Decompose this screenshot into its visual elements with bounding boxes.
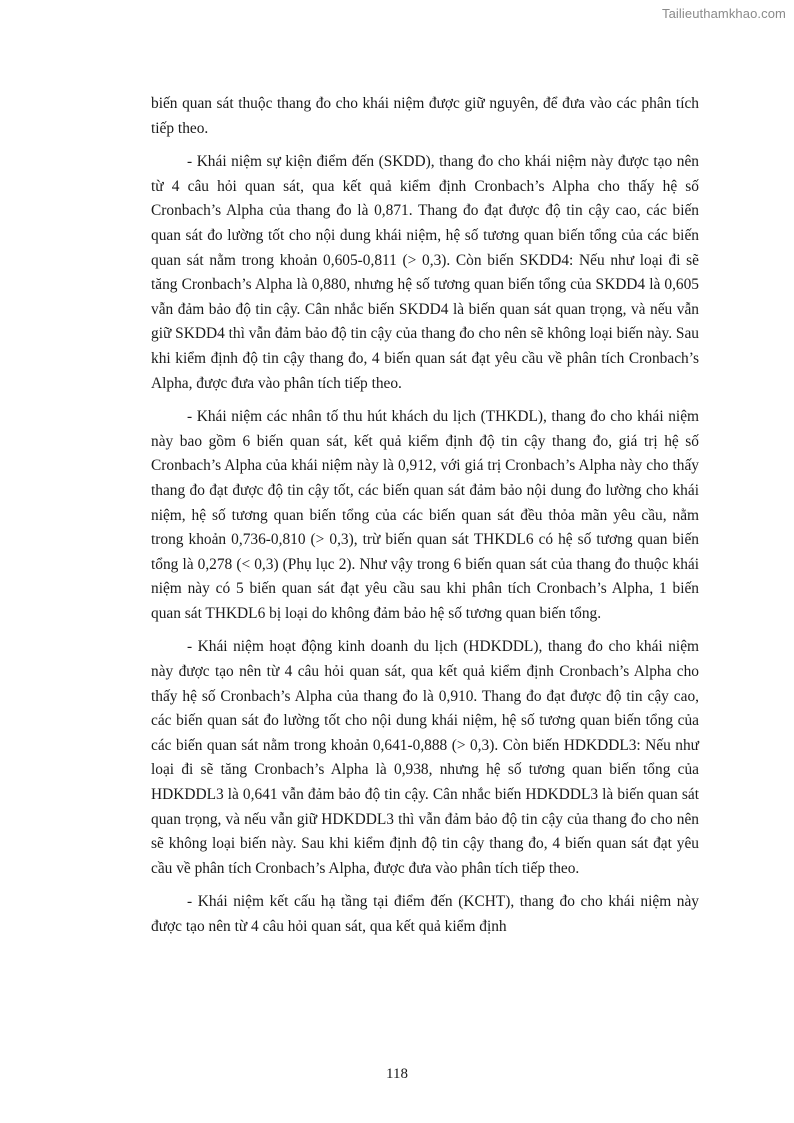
- paragraph-hdkddl: - Khái niệm hoạt động kinh doanh du lịch (HDKDDL), thang đo cho khái niệm này được tạo nên từ 4 câu hỏi quan sát, qua kết quả kiểm định Cronbach’s Alpha cho thấy hệ số Cronbach’s Alpha của thang đo là 0,910. Thang đo đạt được độ tin cậy cao, các biến quan sát đo lường tốt cho nội dung khái niệm, hệ số tương quan biến tổng của các biến quan sát nằm trong khoản 0,641-0,888 (> 0,3). Còn biến HDKDDL3: Nếu như loại đi sẽ tăng Cronbach’s Alpha là 0,938, nhưng hệ số tương quan biến tổng của HDKDDL3 là 0,641 vẫn đảm bảo độ tin cậy. Cân nhắc biến HDKDDL3 là biến quan sát quan trọng, và nếu vẫn giữ HDKDDL3 thì vẫn đảm bảo độ tin cậy của thang đo cho nên sẽ không loại biến này. Sau khi kiểm định độ tin cậy thang đo, 4 biến quan sát đạt yêu cầu về phân tích Cronbach’s Alpha, được đưa vào phân tích tiếp theo.: [151, 638, 699, 877]
- paragraph-skdd: - Khái niệm sự kiện điểm đến (SKDD), thang đo cho khái niệm này được tạo nên từ 4 câu hỏi quan sát, qua kết quả kiểm định Cronbach’s Alpha cho thấy hệ số Cronbach’s Alpha của thang đo là 0,871. Thang đo đạt được độ tin cậy cao, các biến quan sát đo lường tốt cho nội dung khái niệm, hệ số tương quan biến tổng của các biến quan sát nằm trong khoản 0,605-0,811 (> 0,3). Còn biến SKDD4: Nếu như loại đi sẽ tăng Cronbach’s Alpha là 0,880, nhưng hệ số tương quan biến tổng của SKDD4 là 0,605 vẫn đảm bảo độ tin cậy. Cân nhắc biến SKDD4 là biến quan sát quan trọng, và nếu vẫn giữ SKDD4 thì vẫn đảm bảo độ tin cậy của thang đo cho nên sẽ không loại biến này. Sau khi kiểm định độ tin cậy thang đo, 4 biến quan sát đạt yêu cầu về phân tích Cronbach’s Alpha, được đưa vào phân tích tiếp theo.: [151, 153, 699, 392]
- page-number: 118: [386, 1066, 408, 1082]
- paragraph-thkdl: - Khái niệm các nhân tố thu hút khách du lịch (THKDL), thang đo cho khái niệm này bao gồm 6 biến quan sát, kết quả kiểm định độ tin cậy thang đo, giá trị hệ số Cronbach’s Alpha của khái niệm này là 0,912, với giá trị Cronbach’s Alpha này cho thấy thang đo đạt được độ tin cậy tốt, các biến quan sát đảm bảo nội dung đo lường cho khái niệm, hệ số tương quan biến tổng của các biến quan sát đều thỏa mãn yêu cầu, nằm trong khoản 0,736-0,810 (> 0,3), trừ biến quan sát THKDL6 có hệ số tương quan biến tổng là 0,278 (< 0,3) (Phụ lục 2). Như vậy trong 6 biến quan sát của thang đo thuộc khái niệm này có 5 biến quan sát đạt yêu cầu sau khi phân tích Cronbach’s Alpha, 1 biến quan sát THKDL6 bị loại do không đảm bảo hệ số tương quan biến tổng.: [151, 408, 699, 622]
- paragraph-continuation: biến quan sát thuộc thang đo cho khái niệm được giữ nguyên, để đưa vào các phân tích tiếp theo.: [151, 95, 699, 137]
- document-body: [151, 92, 699, 949]
- paragraph-kcht: - Khái niệm kết cấu hạ tầng tại điểm đến (KCHT), thang đo cho khái niệm này được tạo nên từ 4 câu hỏi quan sát, qua kết quả kiểm định: [151, 893, 699, 935]
- watermark-text: Tailieuthamkhao.com: [661, 6, 786, 21]
